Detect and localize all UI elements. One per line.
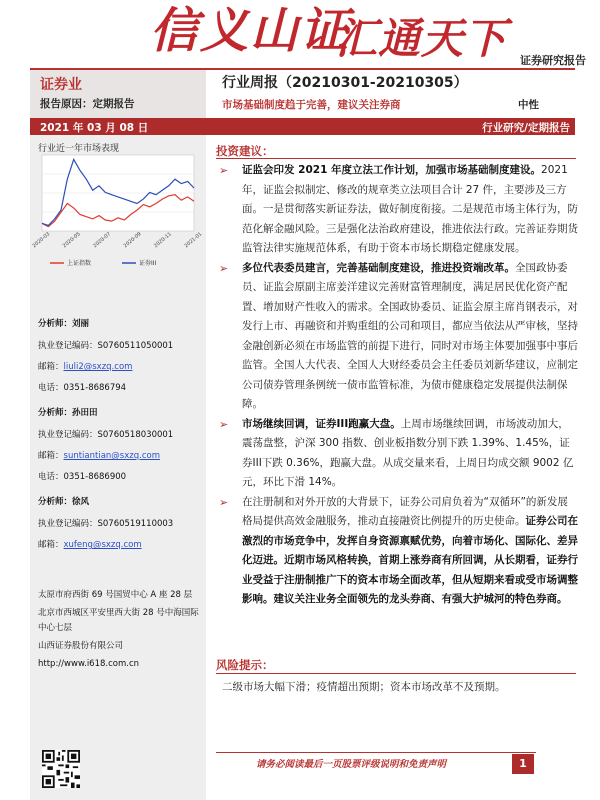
company-address xyxy=(38,588,203,675)
risk-text: 二级市场大幅下滑；疫情超出预期；资本市场改革不及预期。 xyxy=(222,681,506,693)
risk-divider xyxy=(216,673,576,674)
chart-title: 行业近一年市场表现 xyxy=(38,144,120,154)
footer-divider xyxy=(216,752,536,753)
advice-summary: 多位代表委员建言，完善基础制度建设，推进投资端改革。 xyxy=(242,261,515,274)
report-title: 行业周报（20210301-20210305） xyxy=(222,75,468,91)
analyst-email-link[interactable]: liuli2@sxzq.com xyxy=(63,362,133,372)
company-name: 山西证券股份有限公司 xyxy=(38,641,124,651)
analyst-email-link[interactable]: suntiantian@sxzq.com xyxy=(63,451,160,461)
arrow-bullet-icon: ➢ xyxy=(219,495,229,509)
advice-summary: 市场继续回调，证券III跑赢大盘。 xyxy=(242,417,401,430)
footer-disclaimer: 请务必阅读最后一页股票评级说明和免责声明 xyxy=(256,759,447,770)
report-category: 行业研究/定期报告 xyxy=(482,122,570,134)
analyst-card-3 xyxy=(38,496,173,560)
investment-advice-divider xyxy=(216,158,576,159)
chart-x-tick-label: 2021-01 xyxy=(183,231,204,250)
report-reason: 报告原因：定期报告 xyxy=(40,98,135,110)
analyst-name: 分析师：徐风 xyxy=(38,497,90,507)
brand-banner xyxy=(0,0,600,68)
report-type-label: 证券研究报告 xyxy=(520,54,586,67)
analyst-cert: 执业登记编码：S0760511050001 xyxy=(38,341,174,351)
advice-detail: 上周市场继续回调，市场波动加大，震荡盘整，沪深 300 指数、创业板指数分别下跌 1.39%、1.45%，证券III下跌 0.36%，跑赢大盘。从成交量来看，上周日均成交额 9002 亿元，环比下滑 14%。 xyxy=(242,417,574,488)
analyst-email-link[interactable]: xufeng@sxzq.com xyxy=(63,540,142,550)
chart-x-tick-label: 2020-07 xyxy=(92,231,113,250)
rating-badge: 中性 xyxy=(518,99,539,111)
analyst-card-1 xyxy=(38,318,173,403)
chart-x-tick-label: 2020-09 xyxy=(122,231,143,250)
analyst-email-row xyxy=(38,450,173,462)
page-number: 1 xyxy=(512,754,534,774)
analyst-phone: 电话：0351-8686794 xyxy=(38,383,127,393)
address-line-taiyuan: 太原市府西街 69 号国贸中心 A 座 28 层 xyxy=(38,590,193,600)
chart-x-tick-label: 2020-11 xyxy=(153,231,173,250)
advice-detail: 全国政协委员、证监会原副主席姜洋建议完善财富管理制度，满足居民优化资产配置、增加财产性收入的需求。全国政协委员、证监会原主席肖钢表示，对发行上市、再融资和并购重组的公司和项目，都应当依法从严审核，坚持金融创新必须在市场监管的前提下进行，同时对市场主体要加强事中事后监管。全国人大代表、全国人大财经委员会主任委员刘新华建议，应制定公司债券管理条例统一债市监管标准，为债市健康稳定发展提供法制保障。 xyxy=(242,261,578,410)
company-website-link[interactable]: http://www.i618.com.cn xyxy=(38,659,140,669)
email-label: 邮箱： xyxy=(38,362,64,372)
analyst-phone: 电话：0351-8686900 xyxy=(38,472,127,482)
email-label: 邮箱： xyxy=(38,451,64,461)
advice-summary: 证券公司在激烈的市场竞争中，发挥自身资源禀赋优势，向着市场化、国际化、差异化迈进。近期市场风格转换，首期上涨券商有所回调，从长期看，证券行业受益于注册制推广下的资本市场全面改革，但从短期来看或受市场调整影响。建议关注业务全面领先的龙头券商、有强大护城河的特色券商。 xyxy=(242,515,578,605)
investment-advice-title: 投资建议： xyxy=(216,144,274,158)
investment-advice-list xyxy=(218,161,578,610)
advice-item-market xyxy=(218,415,578,493)
email-label: 邮箱： xyxy=(38,540,64,550)
industry-label: 证券业 xyxy=(40,77,82,93)
analyst-email-row xyxy=(38,539,173,551)
analyst-email-row xyxy=(38,361,173,373)
report-headline: 市场基础制度趋于完善，建议关注券商 xyxy=(222,99,401,111)
report-date: 2021 年 03 月 08 日 xyxy=(40,122,149,134)
chart-x-tick-label: 2020-03 xyxy=(31,231,52,250)
advice-item-regulation xyxy=(218,161,578,259)
chart-legend-label: 上证指数 xyxy=(67,260,92,267)
market-performance-chart xyxy=(31,151,204,271)
analyst-cert: 执业登记编码：S0760518030001 xyxy=(38,430,174,440)
advice-item-outlook xyxy=(218,493,578,610)
arrow-bullet-icon: ➢ xyxy=(219,417,229,431)
analyst-name: 分析师：孙田田 xyxy=(38,408,98,418)
arrow-bullet-icon: ➢ xyxy=(219,261,229,275)
qr-code-icon xyxy=(42,750,80,788)
chart-legend-label: 证券III xyxy=(139,260,157,267)
address-line-beijing: 北京市西城区平安里西大街 28 号中海国际中心七层 xyxy=(38,608,199,633)
analyst-card-2 xyxy=(38,407,173,492)
risk-title: 风险提示： xyxy=(216,658,274,672)
advice-lead: 在注册制和对外开放的大背景下，证券公司肩负着为“双循环”的新发展格局提供高效金融服务，推动直接融资比例提升的历史使命。 xyxy=(242,495,568,527)
brand-slogan-primary: 信义山证 xyxy=(150,3,351,59)
chart-x-tick-label: 2020-05 xyxy=(61,231,82,250)
arrow-bullet-icon: ➢ xyxy=(219,164,229,177)
advice-detail: 2021 年，证监会拟制定、修改的规章类立法项目合计 27 件，主要涉及三方面。一是贯彻落实新证券法，做好制度衔接。二是规范市场主体行为，防范化解金融风险。三是强化法治政府建设，推进依法行政。完善证券期货监管法律实施规范体系，有助于资本市场长期稳定健康发展。 xyxy=(242,164,578,254)
advice-summary: 证监会印发 2021 年度立法工作计划，加强市场基础制度建设。 xyxy=(242,164,542,176)
brand-slogan-secondary: 汇通天下 xyxy=(335,14,508,63)
analyst-name: 分析师：刘丽 xyxy=(38,319,90,329)
analyst-cert: 执业登记编码：S0760519110003 xyxy=(38,519,174,529)
advice-item-reform xyxy=(218,259,578,415)
